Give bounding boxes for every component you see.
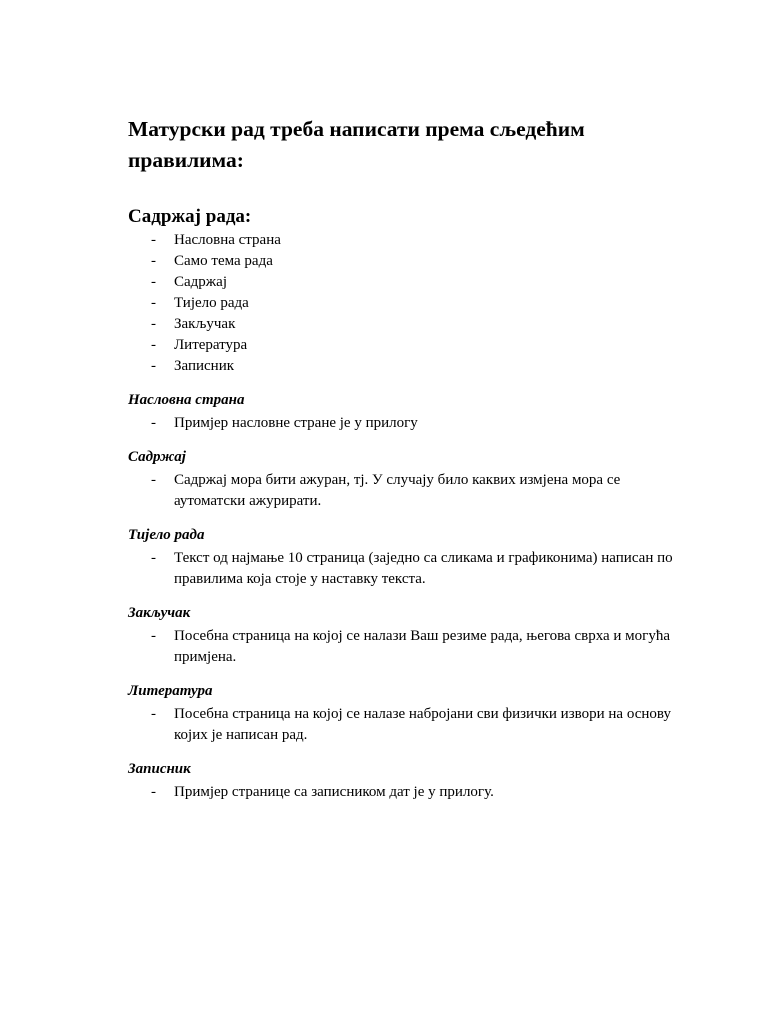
bullet-dash: - <box>151 358 156 374</box>
document-title: Матурски рад треба написати према сљедећим правилима: <box>128 117 585 172</box>
section-list <box>128 782 688 803</box>
section-heading: Литература <box>128 683 213 699</box>
section-list <box>128 704 688 746</box>
list-item-text: Примјер странице са записником дат је у прилогу. <box>174 784 494 800</box>
section-literature <box>128 681 688 746</box>
list-item <box>128 704 688 746</box>
bullet-dash: - <box>151 337 156 353</box>
list-item-text: Текст од најмање 10 страница (заједно са сликама и графиконима) написан по правилима која стоје у наставку текста. <box>174 550 673 587</box>
list-item <box>128 272 688 293</box>
bullet-dash: - <box>151 784 156 800</box>
list-item <box>128 782 688 803</box>
bullet-dash: - <box>151 316 156 332</box>
list-item-text: Записник <box>174 358 235 374</box>
section-minutes <box>128 759 688 803</box>
list-item-text: Посебна страница на којој се налазе набројани сви физички извори на основу којих је написан рад. <box>174 706 671 743</box>
section-heading: Тијело рада <box>128 527 205 543</box>
bullet-dash: - <box>151 274 156 290</box>
list-item-text: Тијело рада <box>174 295 249 311</box>
section-contents <box>128 447 688 512</box>
list-item <box>128 413 688 434</box>
section-conclusion <box>128 603 688 668</box>
bullet-dash: - <box>151 295 156 311</box>
section-list <box>128 548 688 590</box>
list-item <box>128 230 688 251</box>
list-item <box>128 251 688 272</box>
list-item-text: Садржај <box>174 274 227 290</box>
list-item-text: Закључак <box>174 316 236 332</box>
list-item-text: Примјер насловне стране је у прилогу <box>174 415 418 431</box>
section-list <box>128 470 688 512</box>
list-item-text: Само тема рада <box>174 253 273 269</box>
contents-heading: Садржај рада: <box>128 206 252 227</box>
bullet-dash: - <box>151 472 156 488</box>
list-item <box>128 626 688 668</box>
list-item-text: Литература <box>174 337 248 353</box>
list-item <box>128 314 688 335</box>
list-item <box>128 335 688 356</box>
section-list <box>128 626 688 668</box>
section-list <box>128 413 688 434</box>
bullet-dash: - <box>151 706 156 722</box>
section-heading: Закључак <box>128 605 191 621</box>
bullet-dash: - <box>151 415 156 431</box>
contents-list <box>128 230 688 377</box>
section-body <box>128 525 688 590</box>
list-item <box>128 548 688 590</box>
list-item <box>128 470 688 512</box>
list-item-text: Садржај мора бити ажуран, тј. У случају било каквих измјена мора се аутоматски ажурирати. <box>174 472 621 509</box>
section-heading: Садржај <box>128 449 186 465</box>
bullet-dash: - <box>151 232 156 248</box>
list-item <box>128 293 688 314</box>
bullet-dash: - <box>151 253 156 269</box>
section-heading: Записник <box>128 761 191 777</box>
list-item-text: Насловна страна <box>174 232 281 248</box>
section-title-page <box>128 390 688 434</box>
section-heading: Насловна страна <box>128 392 245 408</box>
list-item <box>128 356 688 377</box>
bullet-dash: - <box>151 550 156 566</box>
list-item-text: Посебна страница на којој се налази Ваш резиме рада, његова сврха и могућа примјена. <box>174 628 670 665</box>
bullet-dash: - <box>151 628 156 644</box>
